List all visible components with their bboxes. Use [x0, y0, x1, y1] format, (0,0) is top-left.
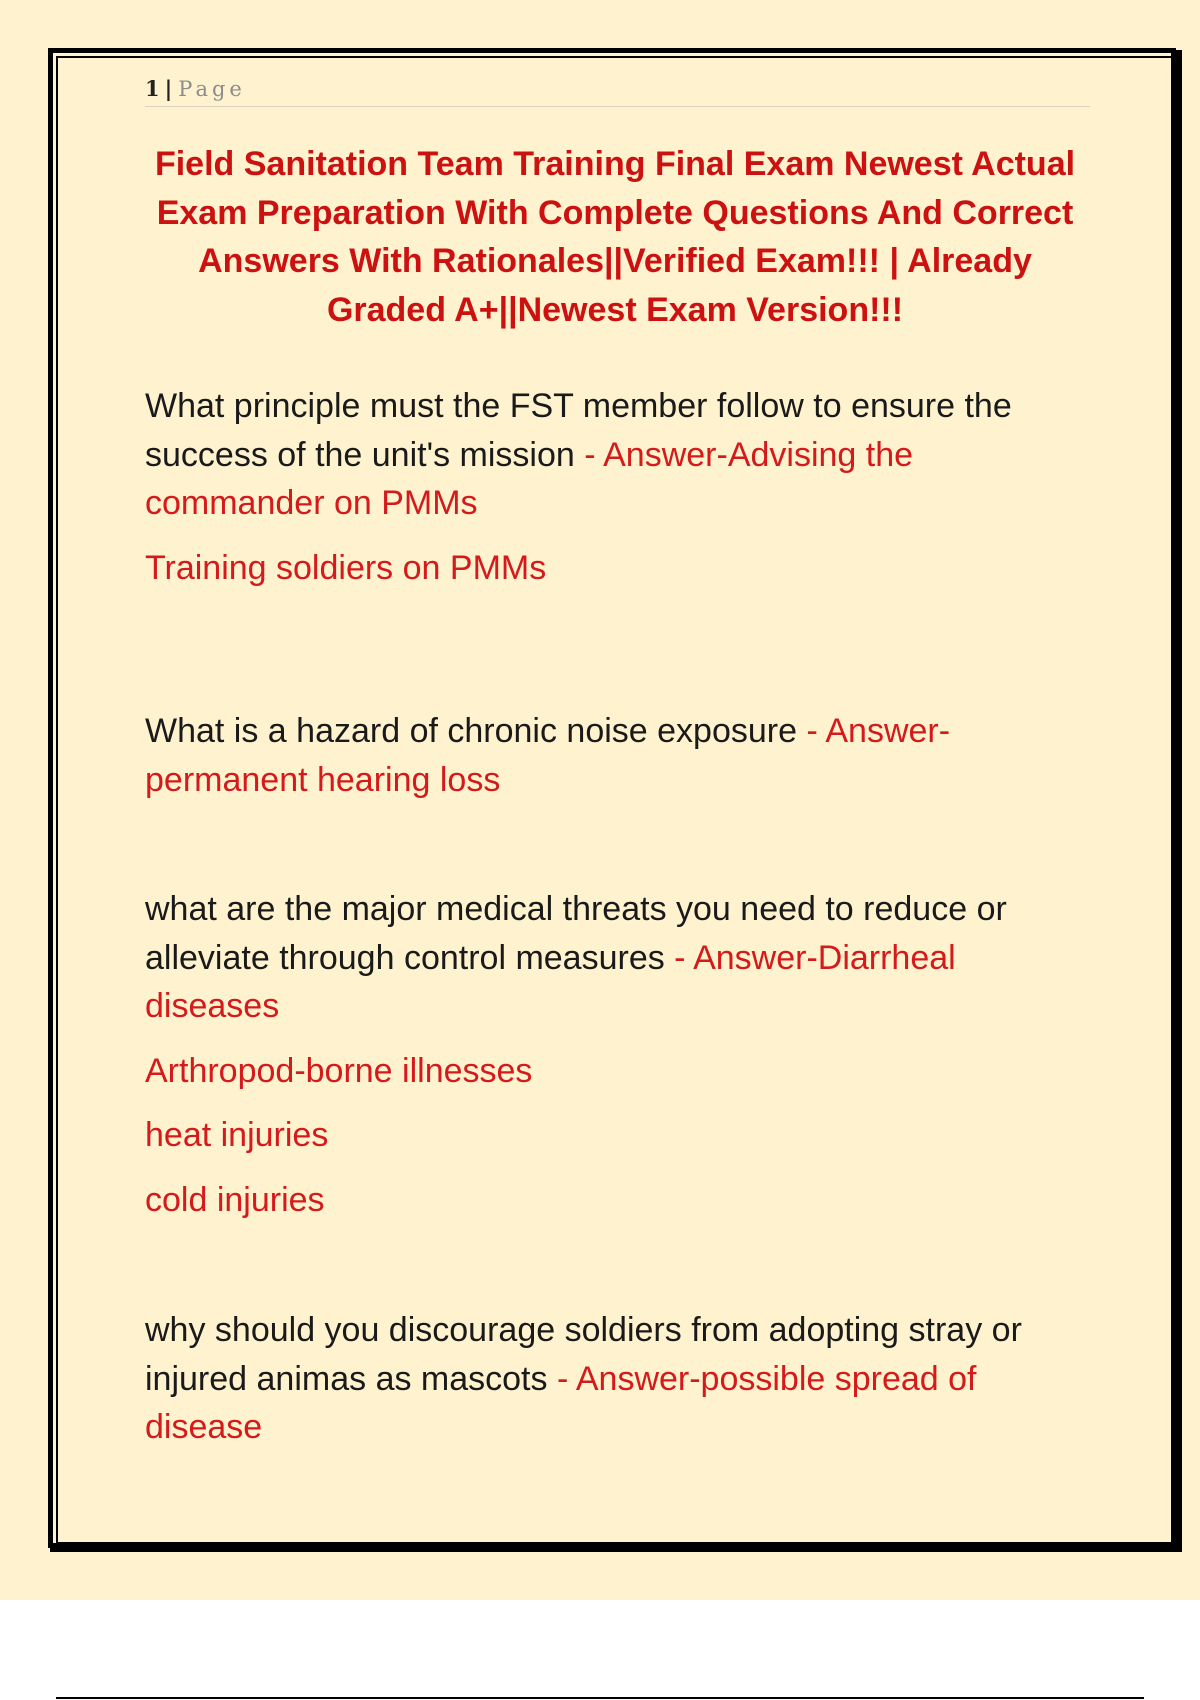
next-page-rule	[56, 1697, 1144, 1699]
answer-text: Answer-permanent hearing loss	[145, 712, 951, 799]
qa-item	[145, 707, 1090, 804]
answer-text: Answer-Diarrheal diseases	[145, 938, 956, 1025]
answer-extra-line: heat injuries	[145, 1116, 329, 1154]
page-label: Page	[178, 77, 246, 101]
answer-dash: -	[547, 1359, 576, 1398]
page-header	[145, 72, 1090, 107]
question-text: what are the major medical threats you need to reduce or alleviate through control measures	[145, 890, 1007, 977]
question-text: What is a hazard of chronic noise exposure	[145, 712, 798, 750]
question-text: why should you discourage soldiers from adopting stray or injured animas as mascots	[145, 1311, 1022, 1398]
answer-dash: -	[797, 712, 826, 750]
question-text: What principle must the FST member follow to ensure the success of the unit's mission	[145, 387, 1012, 474]
answer-text: Answer-Advising the commander on PMMs	[145, 435, 914, 522]
qa-item	[145, 382, 1090, 592]
document-title: Field Sanitation Team Training Final Exam Newest Actual Exam Preparation With Complete Questions And Correct Answers With Rationales||Verified Exam!!! | Already Graded A+||Newest Exam Version!!!	[154, 145, 1076, 329]
answer-dash: -	[664, 938, 694, 977]
answer-extra-line: Arthropod-borne illnesses	[145, 1051, 533, 1090]
answer-text: Answer-possible spread of disease	[145, 1359, 977, 1446]
answer-dash: -	[574, 435, 604, 474]
page-number: 1	[145, 76, 160, 101]
qa-item	[145, 1306, 1090, 1452]
answer-extra-line: cold injuries	[145, 1180, 325, 1219]
page-border-shadow-right	[1176, 50, 1182, 1552]
page-border-shadow-bottom	[50, 1546, 1182, 1552]
page-separator: |	[164, 76, 173, 101]
answer-extra-line: Training soldiers on PMMs	[145, 548, 547, 587]
qa-item	[145, 885, 1090, 1224]
